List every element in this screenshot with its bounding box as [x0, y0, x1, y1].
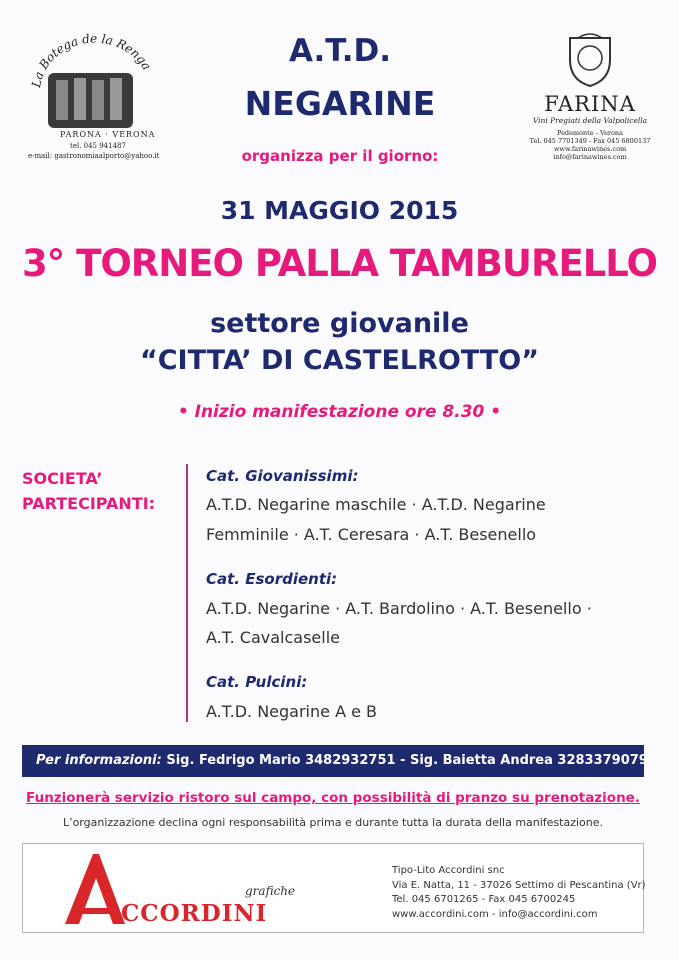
disclaimer-note: L’organizzazione declina ogni responsabilità prima e durante tutta la durata della manifestazione.	[62, 816, 604, 829]
farina-place: Pedemonte - Verona	[556, 129, 623, 137]
info-contacts: Sig. Fedrigo Mario 3482932751 - Sig. Baietta Andrea 3283379079	[161, 753, 648, 768]
footer-address: Via E. Natta, 11 - 37026 Settimo di Pescantina (Vr)	[392, 879, 646, 891]
societa-label-line1: SOCIETA’	[22, 469, 103, 488]
event-start-time: • Inizio manifestazione ore 8.30 •	[177, 402, 502, 422]
event-title: 3° TORNEO PALLA TAMBURELLO	[21, 242, 658, 285]
org-name-line2: NEGARINE	[244, 84, 436, 123]
botega-emblem	[18, 18, 168, 138]
botega-tel: tel. 045 941487	[70, 142, 126, 150]
ristoro-note: Funzionerà servizio ristoro sul campo, con possibilità di pranzo su prenotazione.	[26, 790, 640, 806]
event-date: 31 MAGGIO 2015	[220, 196, 459, 225]
info-label: Per informazioni:	[36, 753, 162, 768]
event-subtitle: settore giovanile	[210, 308, 469, 339]
teams-pulcini-line1: A.T.D. Negarine A e B	[206, 702, 378, 721]
accordini-a-logo-icon	[59, 850, 129, 930]
category-pulcini: Cat. Pulcini:	[206, 673, 308, 691]
info-bar	[22, 745, 648, 777]
footer-grafiche: grafiche	[245, 884, 296, 898]
farina-crest-icon	[560, 30, 620, 88]
societa-label-line2: PARTECIPANTI:	[22, 494, 156, 513]
botega-name: La Botega de la Renga	[29, 31, 154, 89]
botega-email: e-mail: gastronomiaalporto@yahoo.it	[28, 152, 160, 160]
farina-web: www.farinawines.com	[553, 145, 627, 153]
botega-logo	[18, 18, 168, 168]
teams-esordienti-line2: A.T. Cavalcaselle	[206, 628, 341, 647]
teams-giovanissimi-line1: A.T.D. Negarine maschile · A.T.D. Negarine	[206, 495, 546, 514]
teams-giovanissimi-line2: Femminile · A.T. Ceresara · A.T. Besenello	[206, 525, 537, 544]
farina-email: info@farinawines.com	[553, 153, 627, 161]
footer-web: www.accordini.com - info@accordini.com	[392, 908, 598, 920]
organizza-text: organizza per il giorno:	[241, 147, 439, 165]
footer-brand: CCORDINI	[121, 900, 268, 927]
org-name-line1: A.T.D.	[288, 33, 392, 69]
category-esordienti: Cat. Esordienti:	[206, 570, 338, 588]
footer-contacts	[392, 864, 646, 922]
societa-label	[22, 466, 155, 516]
event-name: “CITTA’ DI CASTELROTTO”	[139, 345, 539, 376]
footer-company: Tipo-Lito Accordini snc	[392, 865, 505, 876]
footer-tel: Tel. 045 6701265 - Fax 045 6700245	[392, 894, 576, 905]
divider-line	[186, 464, 188, 722]
farina-tel: Tel. 045 7701349 - Fax 045 6800137	[529, 137, 651, 145]
farina-logo	[515, 30, 665, 180]
farina-brand: FARINA	[544, 92, 636, 116]
farina-tagline: Vini Pregiati della Valpolicella	[532, 116, 648, 125]
teams-esordienti-line1: A.T.D. Negarine · A.T. Bardolino · A.T. Besenello ·	[206, 599, 592, 618]
category-giovanissimi: Cat. Giovanissimi:	[206, 467, 359, 485]
botega-place: PARONA · VERONA	[60, 130, 156, 139]
